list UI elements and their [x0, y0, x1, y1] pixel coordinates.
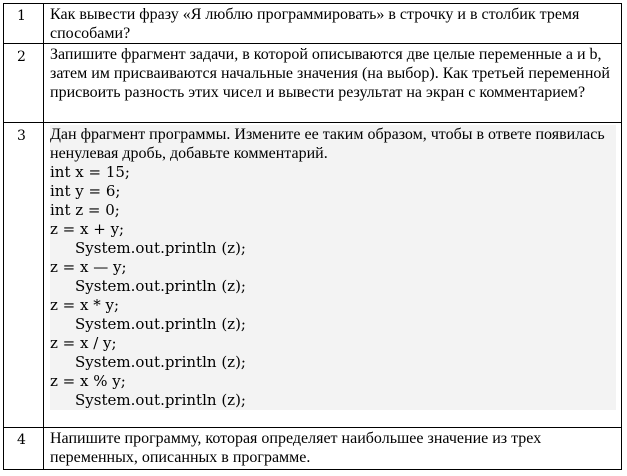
- code-line: System.out.println (z);: [50, 239, 616, 258]
- code-line: System.out.println (z);: [50, 391, 616, 410]
- row-2-number: 2: [17, 49, 26, 65]
- code-line: z = x * y;: [50, 296, 616, 315]
- row-3-text: Дан фрагмент программы. Измените ее таким образом, чтобы в ответе появилась ненулевая дробь, добавьте комментарий.: [50, 125, 616, 163]
- row-4-text: Напишите программу, которая определяет наибольшее значение из трех переменных, описанных в программе.: [50, 430, 546, 466]
- code-line: z = x / y;: [50, 334, 616, 353]
- code-line: int x = 15;: [50, 163, 616, 182]
- code-line: int y = 6;: [50, 182, 616, 201]
- row-1-text: Как вывести фразу «Я люблю программировать» в строчку и в столбик тремя способами?: [50, 6, 584, 42]
- row-3-content: [50, 125, 616, 410]
- code-line: z = x + y;: [50, 220, 616, 239]
- code-line: System.out.println (z);: [50, 315, 616, 334]
- row-2-text: Запишите фрагмент задачи, в которой описываются две целые переменные a и b, затем им присваиваются начальные значения (на выбор). Как третьей переменной присвоить разность этих чисел и вывести результат на экран с комментарием?: [50, 46, 614, 101]
- code-line: System.out.println (z);: [50, 353, 616, 372]
- code-line: z = x % y;: [50, 372, 616, 391]
- code-line: System.out.println (z);: [50, 277, 616, 296]
- code-block: [50, 163, 616, 410]
- row-4-number: 4: [17, 432, 26, 448]
- code-line: z = x — y;: [50, 258, 616, 277]
- row-3-number: 3: [17, 128, 26, 144]
- code-line: int z = 0;: [50, 201, 616, 220]
- row-1-number: 1: [17, 8, 26, 24]
- tasks-table: [3, 3, 622, 470]
